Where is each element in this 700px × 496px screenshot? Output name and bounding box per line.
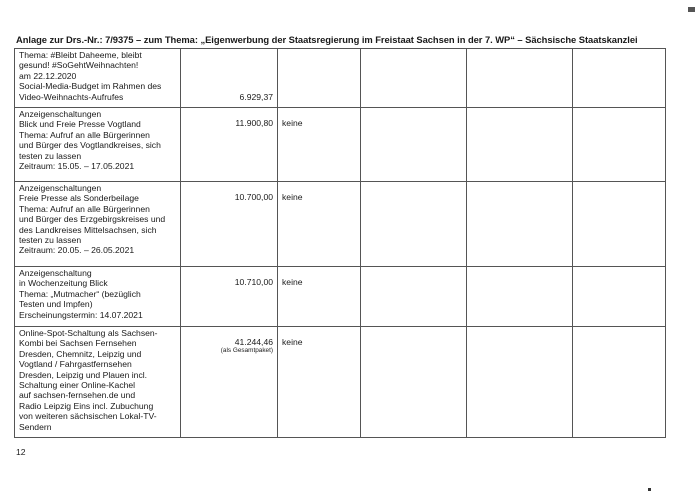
description-line: Anzeigenschaltungen xyxy=(19,109,102,119)
table-row xyxy=(15,182,666,267)
amount-cell xyxy=(181,108,278,182)
other-value: keine xyxy=(282,337,303,347)
measure-description-cell xyxy=(15,108,181,182)
other-cell xyxy=(278,49,361,108)
description-line: gesund! #SoGehtWeihnachten! xyxy=(19,60,139,71)
scan-mark xyxy=(688,7,695,12)
measure-description-cell xyxy=(15,267,181,327)
table-row xyxy=(15,327,666,438)
other-value: keine xyxy=(282,118,303,128)
empty-cell xyxy=(467,327,573,438)
description-line: Zeitraum: 15.05. – 17.05.2021 xyxy=(19,161,135,172)
amount-note: (als Gesamtpaket) xyxy=(220,347,273,355)
empty-cell xyxy=(573,267,666,327)
description-line: Vogtland / Fahrgastfernsehen xyxy=(19,359,132,370)
description-line: des Landkreises Mittelsachsen, sich xyxy=(19,224,157,235)
other-cell xyxy=(278,327,361,438)
measure-description-cell xyxy=(15,327,181,438)
description-line: Thema: „Mutmacher“ (bezüglich xyxy=(19,288,141,299)
description-line: Anzeigenschaltungen xyxy=(19,183,102,193)
empty-cell xyxy=(573,108,666,182)
description-line: Thema: Aufruf an alle Bürgerinnen xyxy=(19,203,150,214)
amount-cell xyxy=(181,327,278,438)
table-row xyxy=(15,49,666,108)
description-line: Freie Presse als Sonderbeilage xyxy=(19,193,139,204)
measure-description-cell xyxy=(15,182,181,267)
description-line: Video-Weihnachts-Aufrufes xyxy=(19,91,124,102)
description-line: Dresden, Chemnitz, Leipzig und xyxy=(19,348,142,359)
description-line: Schaltung einer Online-Kachel xyxy=(19,380,136,391)
table-row xyxy=(15,267,666,327)
description-line: Social-Media-Budget im Rahmen des xyxy=(19,81,162,92)
empty-cell xyxy=(361,49,467,108)
other-cell xyxy=(278,182,361,267)
page-heading: Anlage zur Drs.-Nr.: 7/9375 – zum Thema: „Eigenwerbung der Staatsregierung im Freistaat Sachsen in der 7. WP“ – Sächsische Staatskanzlei xyxy=(16,34,638,45)
empty-cell xyxy=(361,267,467,327)
expense-table-body xyxy=(15,49,666,438)
empty-cell xyxy=(573,49,666,108)
empty-cell xyxy=(467,49,573,108)
description-line: Testen und Impfen) xyxy=(19,299,93,310)
amount-cell xyxy=(181,267,278,327)
amount-value: 10.710,00 xyxy=(234,277,273,287)
amount-cell xyxy=(181,182,278,267)
description-line: Erscheinungstermin: 14.07.2021 xyxy=(19,309,143,320)
amount-value: 10.700,00 xyxy=(234,192,273,202)
empty-cell xyxy=(573,182,666,267)
other-cell xyxy=(278,108,361,182)
scan-mark xyxy=(648,488,651,491)
empty-cell xyxy=(467,108,573,182)
description-line: auf sachsen-fernsehen.de und xyxy=(19,390,136,401)
empty-cell xyxy=(573,327,666,438)
description-line: und Bürger des Erzgebirgskreises und xyxy=(19,214,166,225)
description-line: Dresden, Leipzig und Plauen incl. xyxy=(19,369,148,380)
amount-cell xyxy=(181,49,278,108)
description-line: Sendern xyxy=(19,421,52,432)
description-line: in Wochenzeitung Blick xyxy=(19,278,108,289)
description-line: Blick und Freie Presse Vogtland xyxy=(19,119,141,130)
description-line: Online-Spot-Schaltung als Sachsen- xyxy=(19,328,158,338)
description-line: am 22.12.2020 xyxy=(19,70,77,81)
description-line: Zeitraum: 20.05. – 26.05.2021 xyxy=(19,245,135,256)
measure-description-cell xyxy=(15,49,181,108)
description-line: Kombi bei Sachsen Fernsehen xyxy=(19,338,137,349)
empty-cell xyxy=(361,327,467,438)
description-line: testen zu lassen xyxy=(19,150,82,161)
empty-cell xyxy=(467,267,573,327)
table-row xyxy=(15,108,666,182)
expense-table xyxy=(14,48,666,438)
amount-value: 41.244,46 xyxy=(234,337,273,347)
description-line: von weiteren sächsischen Lokal-TV- xyxy=(19,411,157,422)
other-cell xyxy=(278,267,361,327)
description-line: und Bürger des Vogtlandkreises, sich xyxy=(19,140,161,151)
empty-cell xyxy=(361,182,467,267)
amount-value: 6.929,37 xyxy=(239,92,273,102)
other-value: keine xyxy=(282,192,303,202)
description-line: Anzeigenschaltung xyxy=(19,268,92,278)
other-value: keine xyxy=(282,277,303,287)
page-number: 12 xyxy=(16,447,26,457)
amount-value: 11.900,80 xyxy=(235,118,273,128)
description-line: Radio Leipzig Eins incl. Zubuchung xyxy=(19,400,154,411)
description-line: Thema: Aufruf an alle Bürgerinnen xyxy=(19,129,150,140)
empty-cell xyxy=(467,182,573,267)
empty-cell xyxy=(361,108,467,182)
description-line: testen zu lassen xyxy=(19,235,82,246)
description-line: Thema: #Bleibt Daheeme, bleibt xyxy=(19,50,142,60)
